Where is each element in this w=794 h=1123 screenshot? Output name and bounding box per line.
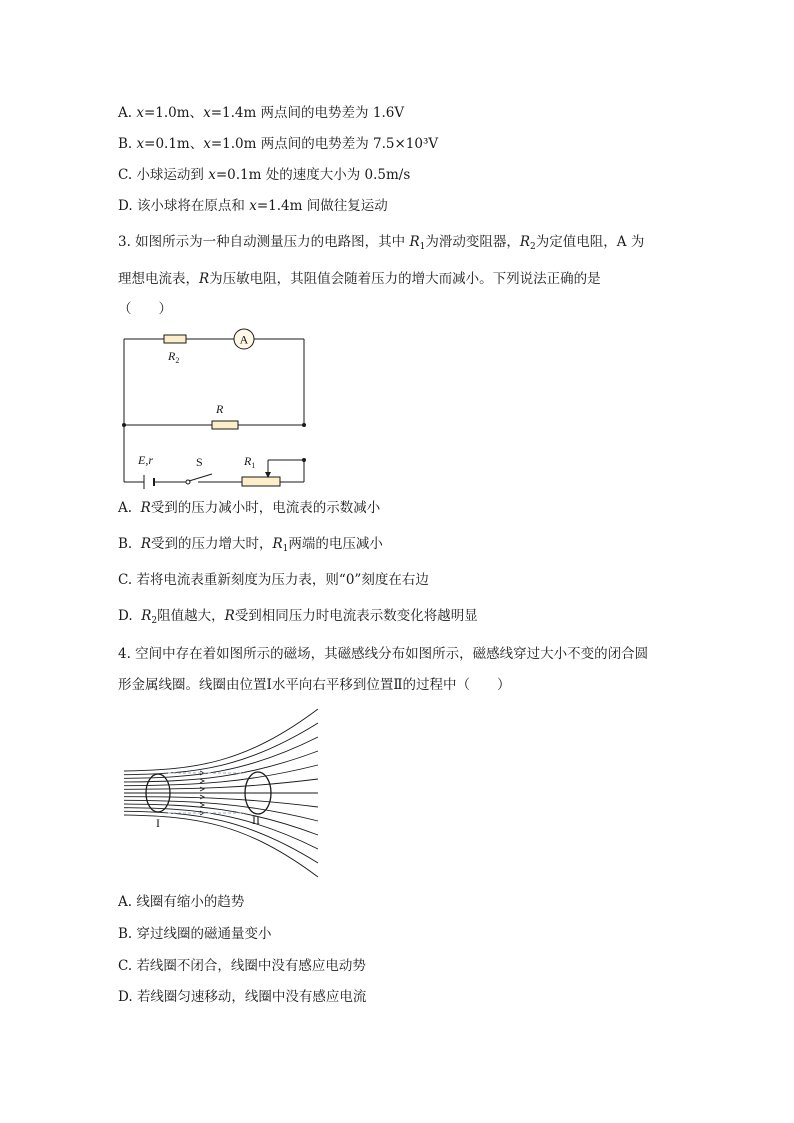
r-label: R	[216, 402, 224, 416]
q2-option-a: A. x=1.0m、x=1.4m 两点间的电势差为 1.6V	[118, 105, 405, 121]
resistor-r	[212, 421, 238, 429]
resistor-r2	[164, 335, 186, 343]
q4-option-a: A. 线圈有缩小的趋势	[118, 894, 245, 910]
r2-label: $R_2$	[168, 349, 180, 365]
field-line	[124, 779, 318, 789]
field-line	[124, 797, 318, 807]
field-arrow-icon	[200, 803, 204, 807]
field-arrow-icon	[200, 787, 204, 791]
q3-option-c: C. 若将电流表重新刻度为压力表，则“0”刻度在右边	[118, 572, 429, 588]
battery-icon	[144, 475, 154, 489]
rheostat-r1	[242, 477, 280, 486]
q2-option-d: D. 该小球将在原点和 x=1.4m 间做往复运动	[118, 198, 388, 214]
q3-option-a: A. R受到的压力减小时，电流表的示数减小	[118, 500, 381, 516]
q4-magnetic-field-diagram	[116, 700, 326, 885]
field-line	[124, 723, 318, 775]
r1-label: $R_1$	[244, 454, 256, 470]
q4-option-d: D. 若线圈匀速移动，线圈中没有感应电流	[118, 989, 367, 1005]
q4-stem-line1: 4. 空间中存在着如图所示的磁场，其磁感线分布如图所示，磁感线穿过大小不变的闭合圆	[118, 646, 649, 662]
q3-stem-line1: 3. 如图所示为一种自动测量压力的电路图，其中 $R_1$为滑动变阻器，$R_2$为定值电阻，A 为	[118, 234, 645, 252]
field-arrow-icon	[200, 779, 204, 783]
ammeter-label: A	[239, 332, 249, 347]
switch-label: S	[196, 455, 203, 469]
junction-dot	[302, 458, 306, 462]
q2-option-b: B. x=0.1m、x=1.0m 两点间的电势差为 7.5×10³V	[118, 136, 439, 152]
q4-option-c: C. 若线圈不闭合，线圈中没有感应电动势	[118, 958, 366, 974]
coil-label-1: I	[156, 816, 160, 830]
q4-option-b: B. 穿过线圈的磁通量变小	[118, 926, 272, 942]
q3-answer-parens: （ ）	[118, 301, 172, 317]
field-lines	[124, 709, 318, 877]
field-arrow-icon	[200, 795, 204, 799]
q3-option-b: B. R受到的压力增大时，$R_1$两端的电压减小	[118, 536, 383, 554]
q3-option-d: D. $R_2$阻值越大，R受到相同压力时电流表示数变化将越明显	[118, 608, 478, 626]
q3-stem-line2: 理想电流表，R为压敏电阻，其阻值会随着压力的增大而减小。下列说法正确的是	[118, 271, 601, 287]
q4-stem-line2: 形金属线圈。线圈由位置Ⅰ水平向右平移到位置Ⅱ的过程中（ ）	[118, 677, 511, 693]
junction-dot	[122, 423, 126, 427]
q3-circuit-diagram	[116, 322, 316, 494]
coil-label-2: II	[252, 813, 260, 827]
q2-option-c: C. 小球运动到 x=0.1m 处的速度大小为 0.5m/s	[118, 167, 411, 183]
junction-dot	[302, 423, 306, 427]
field-line	[124, 811, 318, 863]
battery-label: E,r	[138, 453, 153, 467]
